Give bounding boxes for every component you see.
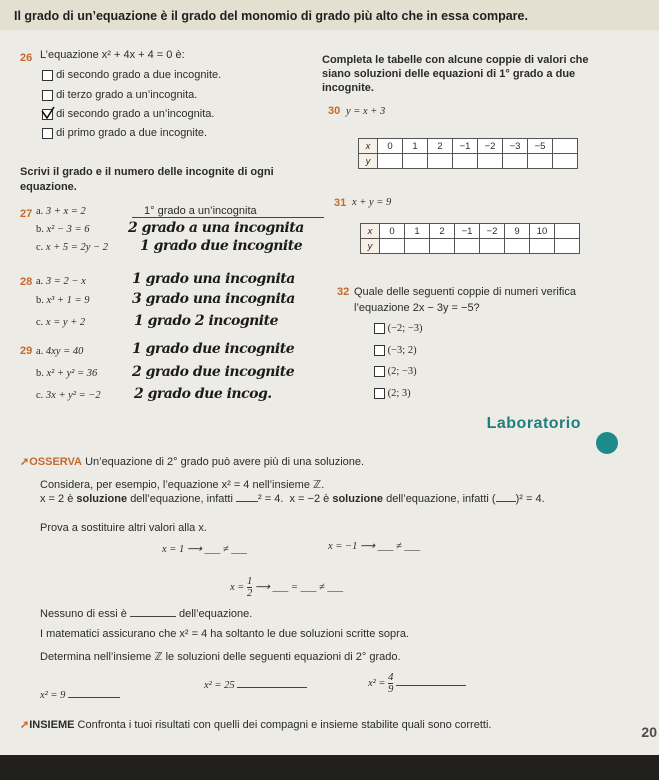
exercise-26-number: 26 bbox=[20, 52, 33, 64]
laboratorio-heading: Laboratorio bbox=[486, 415, 581, 432]
option-26-d[interactable]: di primo grado a due incognite. bbox=[42, 127, 207, 139]
table-answer-cell[interactable] bbox=[478, 154, 503, 169]
page-number: 20 bbox=[641, 724, 657, 740]
table-cell: 0 bbox=[378, 139, 403, 154]
option-32-b[interactable]: (−3; 2) bbox=[374, 345, 417, 356]
exercise-28c: c. x = y + 2 bbox=[36, 317, 86, 328]
exercise-31-number: 31 bbox=[334, 197, 347, 209]
table-cell: x bbox=[359, 139, 378, 154]
answer-27a[interactable]: 1° grado a un’incognita bbox=[132, 205, 324, 218]
option-32-d[interactable]: (2; 3) bbox=[374, 388, 411, 399]
checkbox-icon[interactable] bbox=[374, 323, 385, 334]
handwritten-answer-27b[interactable]: 2 grado a una incognita bbox=[128, 220, 304, 236]
table-cell: −2 bbox=[478, 139, 503, 154]
table-cell: −1 bbox=[455, 224, 480, 239]
blank-field[interactable] bbox=[236, 501, 258, 502]
table-cell: 2 bbox=[430, 224, 455, 239]
table-answer-cell[interactable] bbox=[405, 239, 430, 254]
handwritten-answer-29b[interactable]: 2 grado due incognite bbox=[132, 364, 295, 380]
table-answer-cell[interactable] bbox=[453, 154, 478, 169]
page-shadow bbox=[0, 755, 659, 780]
checkbox-icon[interactable] bbox=[42, 128, 53, 139]
handwritten-answer-28a[interactable]: 1 grado una incognita bbox=[132, 271, 295, 287]
table-30 bbox=[358, 138, 578, 169]
exercise-26-question: L’equazione x² + 4x + 4 = 0 è: bbox=[40, 49, 185, 61]
exercise-32-question-1: Quale delle seguenti coppie di numeri verifica bbox=[354, 286, 576, 298]
table-answer-cell[interactable] bbox=[428, 154, 453, 169]
fraction: $\frac{4}{9}$ bbox=[388, 672, 394, 695]
scrivi-instruction-1: Scrivi il grado e il numero delle incognite di ogni bbox=[20, 166, 274, 178]
arrow-icon: ➚ bbox=[20, 719, 30, 731]
table-answer-cell[interactable] bbox=[503, 154, 528, 169]
equation-x2-25: x² = 25 bbox=[204, 680, 307, 691]
exercise-28a: a. 3 = 2 − x bbox=[36, 276, 86, 287]
table-cell: 9 bbox=[505, 224, 530, 239]
checkbox-checked-icon[interactable] bbox=[42, 109, 53, 120]
table-answer-cell[interactable] bbox=[378, 154, 403, 169]
tables-instruction-2: siano soluzioni delle equazioni di 1° grado a due bbox=[322, 68, 576, 80]
exercise-29b: b. x² + y² = 36 bbox=[36, 368, 98, 379]
handwritten-answer-28b[interactable]: 3 grado una incognita bbox=[132, 291, 295, 307]
table-cell: 2 bbox=[428, 139, 453, 154]
substitution-2[interactable]: x = −1 ⟶ ___ ≠ ___ bbox=[328, 541, 421, 552]
table-cell: 0 bbox=[380, 224, 405, 239]
exercise-29a: a. 4xy = 40 bbox=[36, 346, 84, 357]
solutions-line: x = 2 è soluzione dell’equazione, infatti ² = 4. x = −2 è soluzione dell’equazione, infatti ( )² = 4. bbox=[40, 493, 545, 505]
osserva-paragraph: ➚OSSERVA Un’equazione di 2° grado può avere più di una soluzione. bbox=[20, 456, 365, 468]
table-answer-cell[interactable] bbox=[505, 239, 530, 254]
page-title: Il grado di un’equazione è il grado del monomio di grado più alto che in essa compare. bbox=[14, 9, 528, 23]
equation-x2-4-9: x² = $\frac{4}{9}$ bbox=[368, 672, 466, 695]
table-cell: 1 bbox=[403, 139, 428, 154]
exercise-30-equation: y = x + 3 bbox=[346, 106, 386, 117]
table-answer-cell[interactable] bbox=[480, 239, 505, 254]
substitution-3[interactable]: x = $\frac{1}{2}$ ⟶ ___ = ___ ≠ ___ bbox=[230, 576, 344, 599]
exercise-28b: b. x³ + 1 = 9 bbox=[36, 295, 90, 306]
determina-paragraph: Determina nell’insieme ℤ le soluzioni delle seguenti equazioni di 2° grado. bbox=[40, 651, 401, 663]
table-cell bbox=[555, 224, 580, 239]
consider-paragraph: Considera, per esempio, l’equazione x² = 4 nell’insieme ℤ. bbox=[40, 479, 325, 491]
blank-field[interactable] bbox=[130, 616, 176, 617]
checkbox-icon[interactable] bbox=[374, 366, 385, 377]
exercise-30-number: 30 bbox=[328, 105, 341, 117]
table-cell: x bbox=[361, 224, 380, 239]
blank-field[interactable] bbox=[496, 501, 516, 502]
table-cell: −2 bbox=[480, 224, 505, 239]
checkbox-icon[interactable] bbox=[42, 90, 53, 101]
exercise-29-number: 29 bbox=[20, 345, 33, 357]
table-cell: −5 bbox=[528, 139, 553, 154]
blank-field[interactable] bbox=[237, 687, 307, 688]
option-32-c[interactable]: (2; −3) bbox=[374, 366, 417, 377]
equation-x2-9: x² = 9 bbox=[40, 690, 120, 701]
table-cell: −1 bbox=[453, 139, 478, 154]
exercise-27b: b. x² − 3 = 6 bbox=[36, 224, 90, 235]
exercise-27-number: 27 bbox=[20, 208, 33, 220]
nessuno-line: Nessuno di essi è dell’equazione. bbox=[40, 608, 253, 620]
fraction: $\frac{1}{2}$ bbox=[247, 576, 253, 599]
exercise-28-number: 28 bbox=[20, 276, 33, 288]
blank-field[interactable] bbox=[68, 697, 120, 698]
table-answer-cell[interactable] bbox=[380, 239, 405, 254]
checkmark-icon bbox=[41, 106, 55, 120]
exercise-27c: c. x + 5 = 2y − 2 bbox=[36, 242, 108, 253]
checkbox-icon[interactable] bbox=[42, 70, 53, 81]
handwritten-answer-28c[interactable]: 1 grado 2 incognite bbox=[134, 313, 278, 329]
option-32-a[interactable]: (−2; −3) bbox=[374, 323, 423, 334]
table-cell: 10 bbox=[530, 224, 555, 239]
checkbox-icon[interactable] bbox=[374, 388, 385, 399]
prova-paragraph: Prova a sostituire altri valori alla x. bbox=[40, 522, 207, 534]
scrivi-instruction-2: equazione. bbox=[20, 181, 77, 193]
pencil-badge-icon bbox=[596, 432, 618, 454]
option-26-b[interactable]: di terzo grado a un’incognita. bbox=[42, 89, 197, 101]
insieme-paragraph: ➚INSIEME Confronta i tuoi risultati con quelli dei compagni e insieme stabilite quali sono corretti. bbox=[20, 719, 492, 731]
arrow-icon: ➚ bbox=[20, 456, 30, 468]
exercise-31-equation: x + y = 9 bbox=[352, 197, 392, 208]
option-26-a[interactable]: di secondo grado a due incognite. bbox=[42, 69, 221, 81]
option-26-c[interactable]: di secondo grado a un’incognita. bbox=[42, 108, 214, 120]
handwritten-answer-29a[interactable]: 1 grado due incognite bbox=[132, 341, 295, 357]
exercise-27a: a. 3 + x = 2 bbox=[36, 206, 86, 217]
checkbox-icon[interactable] bbox=[374, 345, 385, 356]
table-answer-cell[interactable] bbox=[555, 239, 580, 254]
table-answer-cell[interactable] bbox=[553, 154, 578, 169]
tables-instruction-3: incognite. bbox=[322, 82, 374, 94]
table-cell: 1 bbox=[405, 224, 430, 239]
handwritten-answer-27c[interactable]: 1 grado due incognite bbox=[140, 238, 303, 254]
table-31 bbox=[360, 223, 580, 254]
exercise-29c: c. 3x + y² = −2 bbox=[36, 390, 101, 401]
table-answer-cell[interactable] bbox=[403, 154, 428, 169]
table-cell: −3 bbox=[503, 139, 528, 154]
table-answer-cell[interactable] bbox=[528, 154, 553, 169]
table-answer-cell[interactable] bbox=[430, 239, 455, 254]
exercise-32-question-2: l’equazione 2x − 3y = −5? bbox=[354, 302, 480, 314]
blank-field[interactable] bbox=[396, 685, 466, 686]
tables-instruction-1: Completa le tabelle con alcune coppie di valori che bbox=[322, 54, 589, 66]
handwritten-answer-29c[interactable]: 2 grado due incog. bbox=[134, 386, 272, 402]
table-cell bbox=[553, 139, 578, 154]
table-answer-cell[interactable] bbox=[455, 239, 480, 254]
matematici-paragraph: I matematici assicurano che x² = 4 ha soltanto le due soluzioni scritte sopra. bbox=[40, 628, 409, 640]
table-answer-cell[interactable] bbox=[530, 239, 555, 254]
exercise-32-number: 32 bbox=[337, 286, 350, 298]
substitution-1[interactable]: x = 1 ⟶ ___ ≠ ___ bbox=[162, 544, 248, 555]
table-cell: y bbox=[359, 154, 378, 169]
table-cell: y bbox=[361, 239, 380, 254]
